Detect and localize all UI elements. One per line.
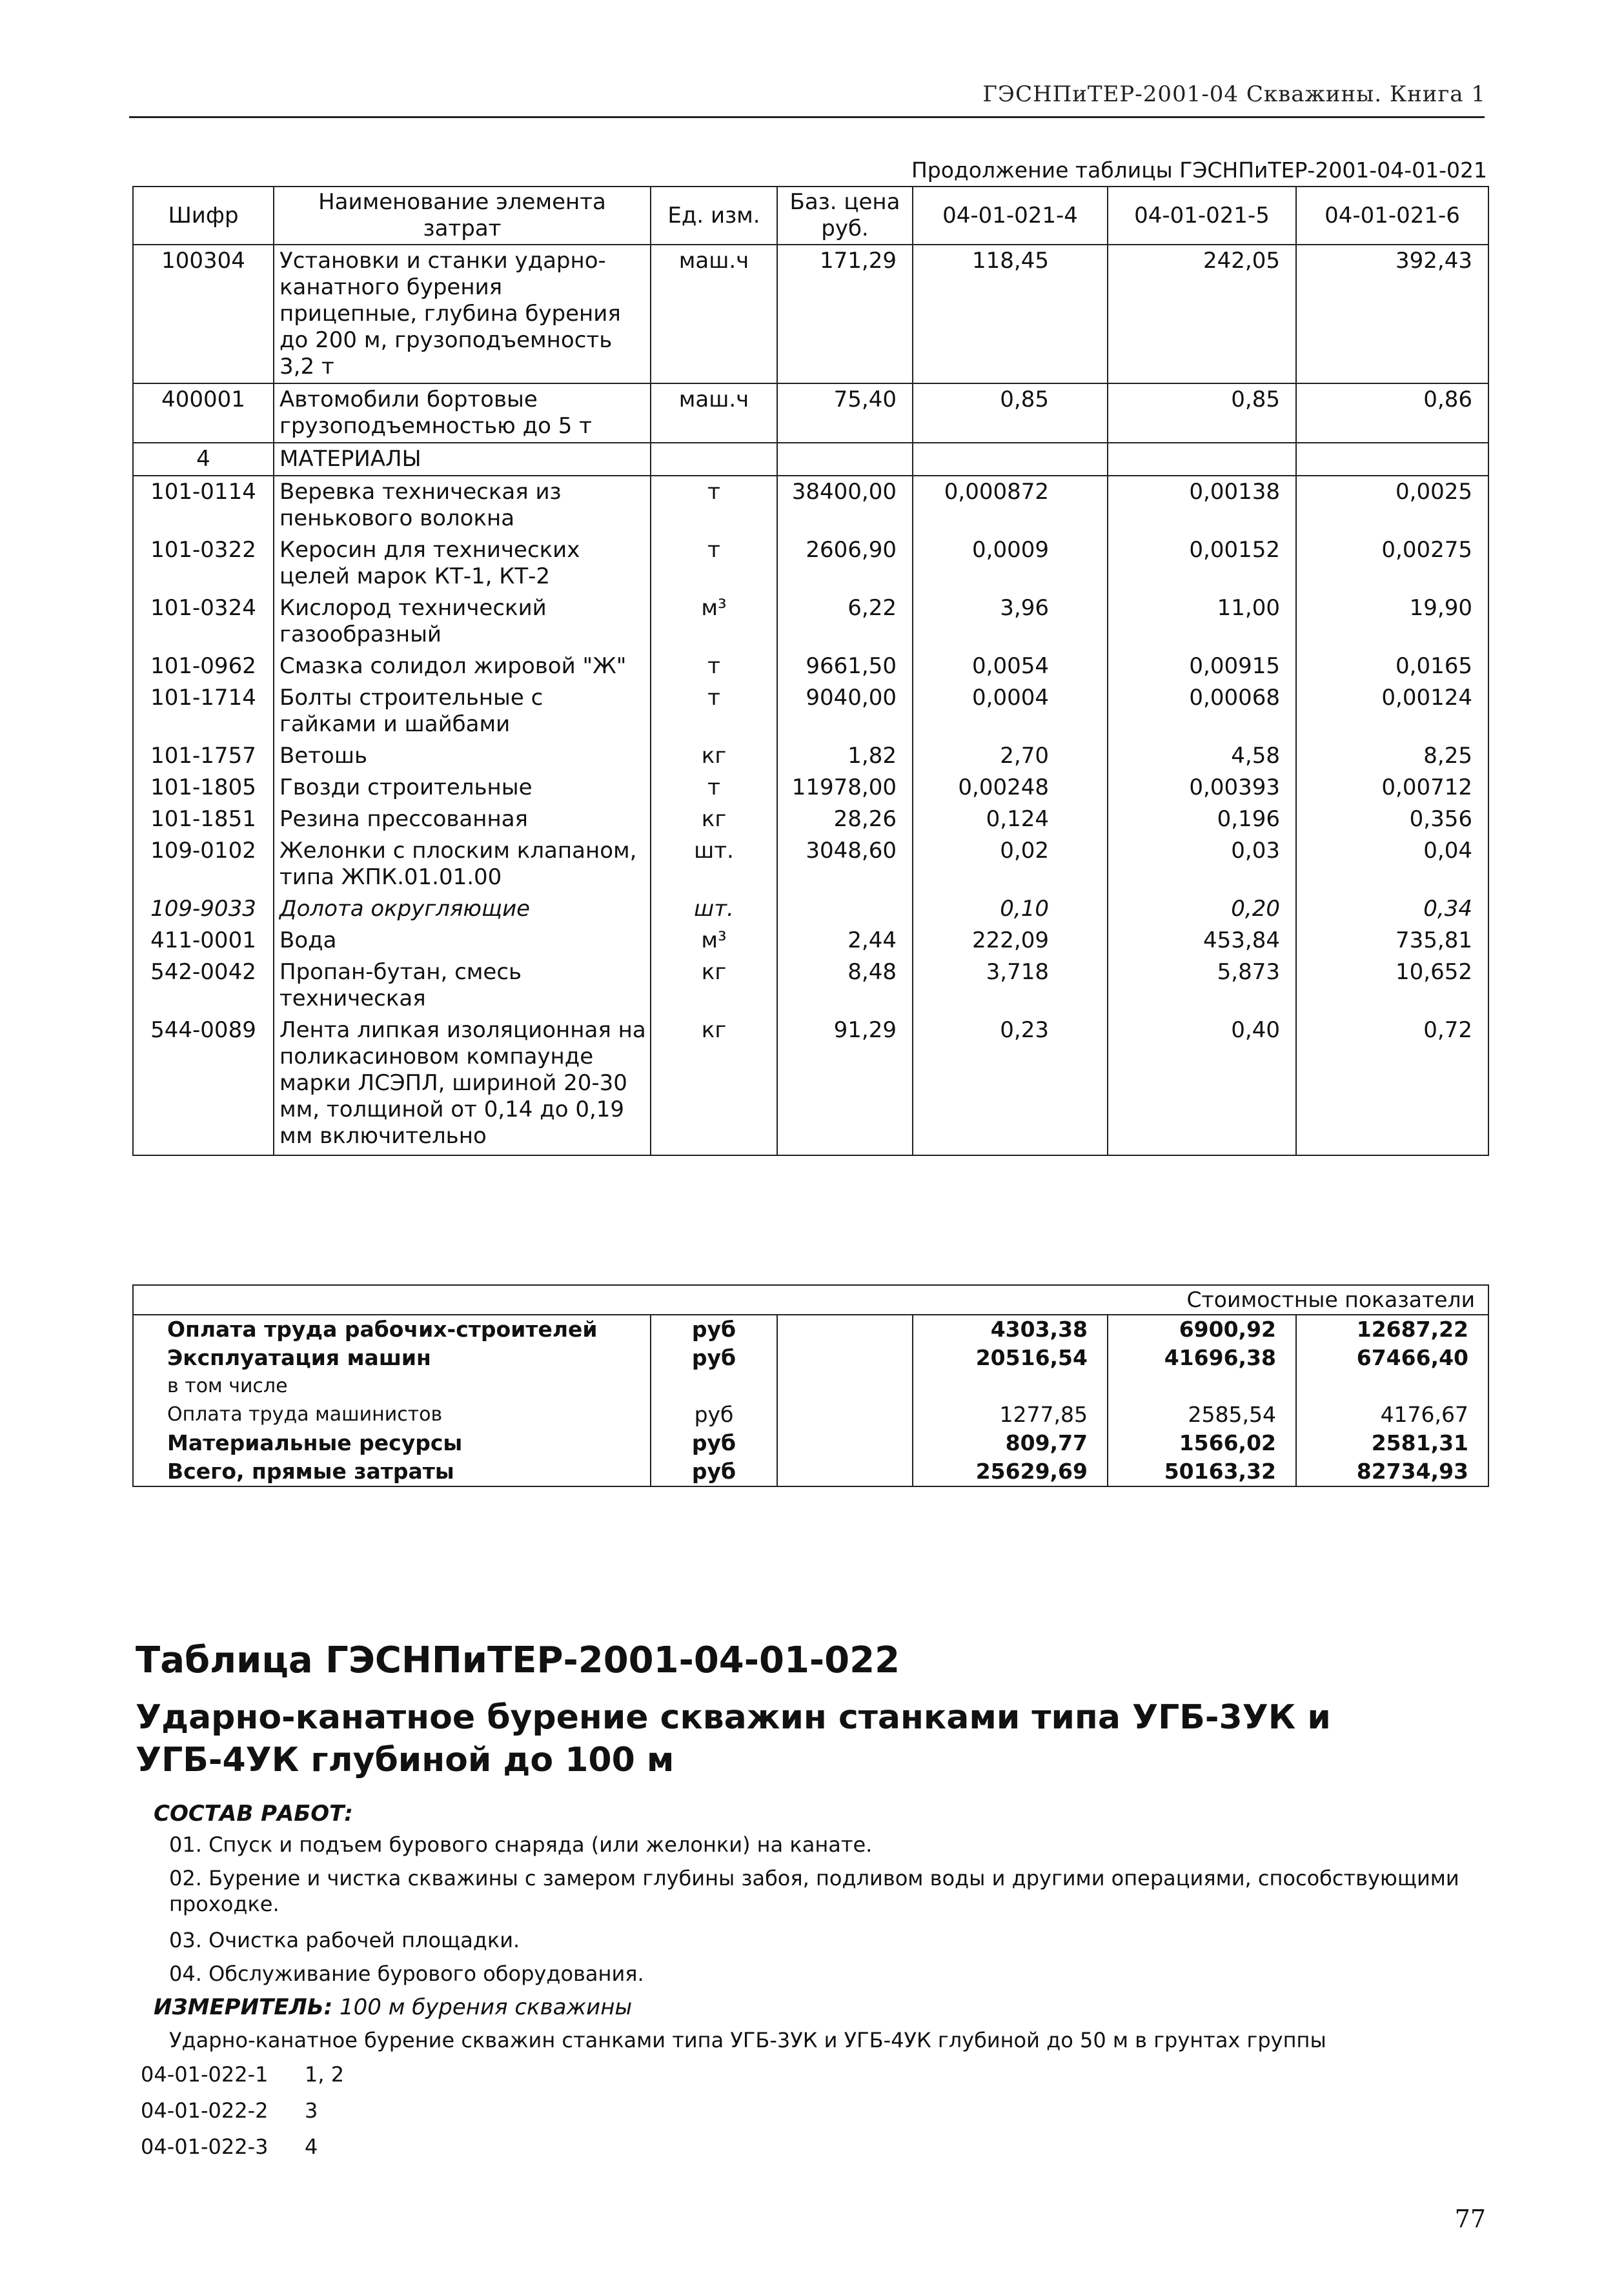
row-unit: кг [651, 1015, 777, 1155]
measure-value: 100 м бурения скважины [340, 1994, 633, 2020]
row-norm-6: 19,90 [1296, 593, 1488, 651]
table-row [133, 593, 1488, 651]
row-norm-6: 8,25 [1296, 740, 1488, 772]
row-name: Ветошь [274, 740, 651, 772]
table-row [133, 740, 1488, 772]
cost-unit: руб [651, 1401, 777, 1429]
row-norm-6: 392,43 [1296, 245, 1488, 383]
row-base-price [777, 443, 913, 476]
works-label: СОСТАВ РАБОТ: [154, 1801, 353, 1827]
cost-row [133, 1457, 1488, 1486]
cost-row [133, 1429, 1488, 1457]
row-name: Керосин для технических целей марок КТ-1, КТ-2 [274, 534, 651, 593]
cost-row [133, 1315, 1488, 1344]
row-norm-5: 242,05 [1108, 245, 1296, 383]
table-row [133, 383, 1488, 443]
row-norm-4: 0,0004 [913, 682, 1108, 740]
cost-norm-4: 809,77 [913, 1429, 1108, 1457]
cost-unit: руб [651, 1457, 777, 1486]
row-norm-6 [1296, 443, 1488, 476]
row-unit: кг [651, 740, 777, 772]
cost-unit: руб [651, 1344, 777, 1372]
row-norm-5: 0,00915 [1108, 651, 1296, 682]
table-row [133, 893, 1488, 925]
table-row [133, 245, 1488, 383]
cost-norm-6: 67466,40 [1296, 1344, 1488, 1372]
cost-row [133, 1401, 1488, 1429]
measure-line [154, 1994, 632, 2020]
norm-code: 04-01-022-3 [141, 2134, 269, 2159]
cost-row [133, 1344, 1488, 1372]
row-name: Пропан-бутан, смесь техническая [274, 957, 651, 1015]
row-base-price: 171,29 [777, 245, 913, 383]
table-row [133, 476, 1488, 534]
row-norm-4: 2,70 [913, 740, 1108, 772]
row-base-price: 2,44 [777, 925, 913, 957]
col-header-price: Баз. цена руб. [777, 187, 913, 245]
table-row [133, 835, 1488, 893]
row-code: 101-1757 [133, 740, 274, 772]
row-base-price: 11978,00 [777, 772, 913, 804]
cost-blank [777, 1372, 913, 1401]
cost-blank [777, 1401, 913, 1429]
row-code: 542-0042 [133, 957, 274, 1015]
row-code: 400001 [133, 383, 274, 443]
row-norm-6: 0,0165 [1296, 651, 1488, 682]
row-norm-4: 0,02 [913, 835, 1108, 893]
norm-group: 1, 2 [305, 2062, 345, 2087]
row-code: 101-0324 [133, 593, 274, 651]
row-norm-4: 0,85 [913, 383, 1108, 443]
row-base-price: 28,26 [777, 804, 913, 835]
cost-label: в том числе [133, 1372, 651, 1401]
row-norm-5: 0,85 [1108, 383, 1296, 443]
table-row [133, 1015, 1488, 1155]
cost-blank [777, 1457, 913, 1486]
row-name: Веревка техническая из пенькового волокна [274, 476, 651, 534]
cost-norm-4: 4303,38 [913, 1315, 1108, 1344]
cost-norm-5: 1566,02 [1108, 1429, 1296, 1457]
cost-blank [777, 1429, 913, 1457]
row-code: 101-0962 [133, 651, 274, 682]
row-name: МАТЕРИАЛЫ [274, 443, 651, 476]
row-unit: кг [651, 804, 777, 835]
header-rule [129, 116, 1485, 118]
row-norm-6: 0,72 [1296, 1015, 1488, 1155]
row-base-price: 38400,00 [777, 476, 913, 534]
row-base-price: 1,82 [777, 740, 913, 772]
row-norm-5: 0,00068 [1108, 682, 1296, 740]
cost-blank [777, 1315, 913, 1344]
work-item: 02. Бурение и чистка скважины с замером глубины забоя, подливом воды и другими операциями, способствующими проходке. [169, 1866, 1459, 1916]
row-norm-5: 5,873 [1108, 957, 1296, 1015]
norm-code-row [141, 2056, 344, 2092]
cost-unit: руб [651, 1429, 777, 1457]
row-norm-4: 0,124 [913, 804, 1108, 835]
row-norm-6: 0,86 [1296, 383, 1488, 443]
cost-row [133, 1372, 1488, 1401]
norm-group: 3 [305, 2098, 318, 2123]
table-row [133, 651, 1488, 682]
row-norm-6: 0,356 [1296, 804, 1488, 835]
row-norm-5: 0,03 [1108, 835, 1296, 893]
row-code: 411-0001 [133, 925, 274, 957]
row-code: 4 [133, 443, 274, 476]
row-norm-4: 0,0054 [913, 651, 1108, 682]
norm-code: 04-01-022-1 [141, 2062, 269, 2087]
row-code: 101-0322 [133, 534, 274, 593]
row-unit: маш.ч [651, 383, 777, 443]
cost-label: Материальные ресурсы [133, 1429, 651, 1457]
table-row [133, 682, 1488, 740]
cost-norm-6: 4176,67 [1296, 1401, 1488, 1429]
col-header-unit: Ед. изм. [651, 187, 777, 245]
row-code: 109-0102 [133, 835, 274, 893]
row-base-price: 3048,60 [777, 835, 913, 893]
page-number: 77 [1454, 2205, 1486, 2233]
cost-norm-4: 1277,85 [913, 1401, 1108, 1429]
row-norm-4: 3,718 [913, 957, 1108, 1015]
row-norm-6: 0,04 [1296, 835, 1488, 893]
cost-unit: руб [651, 1315, 777, 1344]
table-header-row [133, 187, 1488, 245]
cost-norm-5: 50163,32 [1108, 1457, 1296, 1486]
row-code: 101-1851 [133, 804, 274, 835]
section-title: Таблица ГЭСНПиТЕР-2001-04-01-022 [136, 1639, 900, 1681]
row-base-price: 9661,50 [777, 651, 913, 682]
row-unit: м³ [651, 593, 777, 651]
row-norm-5: 453,84 [1108, 925, 1296, 957]
row-name: Лента липкая изоляционная на поликасиновом компаунде марки ЛСЭПЛ, шириной 20-30 мм, толщиной от 0,14 до 0,19 мм включительно [274, 1015, 651, 1155]
cost-norm-4: 25629,69 [913, 1457, 1108, 1486]
norm-code: 04-01-022-2 [141, 2098, 269, 2123]
measure-label: ИЗМЕРИТЕЛЬ: [154, 1994, 333, 2020]
cost-norm-6: 82734,93 [1296, 1457, 1488, 1486]
cost-norm-5: 2585,54 [1108, 1401, 1296, 1429]
row-norm-5: 0,196 [1108, 804, 1296, 835]
row-base-price: 9040,00 [777, 682, 913, 740]
row-name: Желонки с плоским клапаном, типа ЖПК.01.01.00 [274, 835, 651, 893]
norm-code-row [141, 2092, 344, 2129]
row-norm-5: 0,00138 [1108, 476, 1296, 534]
norm-code-row [141, 2129, 344, 2165]
cost-norm-5: 41696,38 [1108, 1344, 1296, 1372]
cost-norm-4 [913, 1372, 1108, 1401]
row-unit: т [651, 476, 777, 534]
cost-norm-6: 12687,22 [1296, 1315, 1488, 1344]
cost-blank [777, 1344, 913, 1372]
cost-label: Всего, прямые затраты [133, 1457, 651, 1486]
row-code: 100304 [133, 245, 274, 383]
row-name: Автомобили бортовые грузоподъемностью до 5 т [274, 383, 651, 443]
row-base-price: 8,48 [777, 957, 913, 1015]
cost-header: Стоимостные показатели [913, 1285, 1488, 1315]
row-norm-5: 4,58 [1108, 740, 1296, 772]
row-norm-5: 11,00 [1108, 593, 1296, 651]
norm-codes [141, 2056, 344, 2165]
row-norm-4: 0,0009 [913, 534, 1108, 593]
table-body [133, 245, 1488, 1155]
running-header: ГЭСНПиТЕР-2001-04 Скважины. Книга 1 [982, 81, 1486, 107]
cost-norm-4: 20516,54 [913, 1344, 1108, 1372]
row-norm-6: 0,34 [1296, 893, 1488, 925]
cost-norm-5 [1108, 1372, 1296, 1401]
table-row [133, 804, 1488, 835]
cost-label: Оплата труда рабочих-строителей [133, 1315, 651, 1344]
cost-label: Эксплуатация машин [133, 1344, 651, 1372]
table-row [133, 957, 1488, 1015]
section-subtitle: Ударно-канатное бурение скважин станками типа УГБ-3УК и УГБ-4УК глубиной до 100 м [136, 1698, 1331, 1779]
col-header-norm-5: 04-01-021-5 [1108, 187, 1296, 245]
table-row [133, 925, 1488, 957]
row-code: 101-1714 [133, 682, 274, 740]
table-row [133, 534, 1488, 593]
row-norm-4: 118,45 [913, 245, 1108, 383]
row-name: Установки и станки ударно-канатного бурения прицепные, глубина бурения до 200 м, грузоподъемность 3,2 т [274, 245, 651, 383]
row-unit: кг [651, 957, 777, 1015]
row-unit: т [651, 682, 777, 740]
cost-norm-5: 6900,92 [1108, 1315, 1296, 1344]
row-base-price: 91,29 [777, 1015, 913, 1155]
row-name: Вода [274, 925, 651, 957]
cost-label: Оплата труда машинистов [133, 1401, 651, 1429]
row-base-price: 6,22 [777, 593, 913, 651]
row-norm-4: 0,000872 [913, 476, 1108, 534]
row-unit [651, 443, 777, 476]
cost-norm-6 [1296, 1372, 1488, 1401]
row-norm-6: 0,00712 [1296, 772, 1488, 804]
row-norm-4: 0,10 [913, 893, 1108, 925]
cost-unit [651, 1372, 777, 1401]
row-unit: т [651, 651, 777, 682]
row-base-price [777, 893, 913, 925]
row-code: 101-1805 [133, 772, 274, 804]
row-norm-5: 0,00393 [1108, 772, 1296, 804]
row-norm-5: 0,00152 [1108, 534, 1296, 593]
row-code: 109-9033 [133, 893, 274, 925]
work-item: 03. Очистка рабочей площадки. [169, 1928, 520, 1952]
row-name: Кислород технический газообразный [274, 593, 651, 651]
continuation-caption: Продолжение таблицы ГЭСНПиТЕР-2001-04-01-021 [911, 157, 1487, 183]
row-unit: маш.ч [651, 245, 777, 383]
row-name: Смазка солидол жировой "Ж" [274, 651, 651, 682]
row-norm-5 [1108, 443, 1296, 476]
cost-header-row [133, 1285, 1488, 1315]
row-name: Резина прессованная [274, 804, 651, 835]
cost-body [133, 1315, 1488, 1486]
work-item: 04. Обслуживание бурового оборудования. [169, 1961, 644, 1986]
table-row [133, 443, 1488, 476]
work-item: 01. Спуск и подъем бурового снаряда (или желонки) на канате. [169, 1832, 873, 1857]
row-base-price: 2606,90 [777, 534, 913, 593]
row-norm-6: 10,652 [1296, 957, 1488, 1015]
row-norm-5: 0,40 [1108, 1015, 1296, 1155]
row-norm-6: 0,00124 [1296, 682, 1488, 740]
row-norm-6: 0,00275 [1296, 534, 1488, 593]
row-norm-4: 222,09 [913, 925, 1108, 957]
row-code: 101-0114 [133, 476, 274, 534]
col-header-norm-6: 04-01-021-6 [1296, 187, 1488, 245]
row-code: 544-0089 [133, 1015, 274, 1155]
row-unit: шт. [651, 893, 777, 925]
norm-group: 4 [305, 2134, 318, 2159]
cost-norm-6: 2581,31 [1296, 1429, 1488, 1457]
row-unit: м³ [651, 925, 777, 957]
row-unit: т [651, 534, 777, 593]
table-row [133, 772, 1488, 804]
row-name: Долота округляющие [274, 893, 651, 925]
row-norm-5: 0,20 [1108, 893, 1296, 925]
resource-table [132, 186, 1489, 1156]
row-norm-4 [913, 443, 1108, 476]
cost-indicators-table [132, 1284, 1489, 1487]
col-header-code: Шифр [133, 187, 274, 245]
row-norm-4: 3,96 [913, 593, 1108, 651]
row-name: Болты строительные с гайками и шайбами [274, 682, 651, 740]
row-unit: шт. [651, 835, 777, 893]
row-norm-6: 735,81 [1296, 925, 1488, 957]
row-unit: т [651, 772, 777, 804]
norm-description: Ударно-канатное бурение скважин станками типа УГБ-3УК и УГБ-4УК глубиной до 50 м в грунтах группы [169, 2028, 1326, 2052]
row-norm-4: 0,00248 [913, 772, 1108, 804]
col-header-norm-4: 04-01-021-4 [913, 187, 1108, 245]
row-norm-6: 0,0025 [1296, 476, 1488, 534]
col-header-name: Наименование элемента затрат [274, 187, 651, 245]
row-base-price: 75,40 [777, 383, 913, 443]
row-name: Гвозди строительные [274, 772, 651, 804]
row-norm-4: 0,23 [913, 1015, 1108, 1155]
